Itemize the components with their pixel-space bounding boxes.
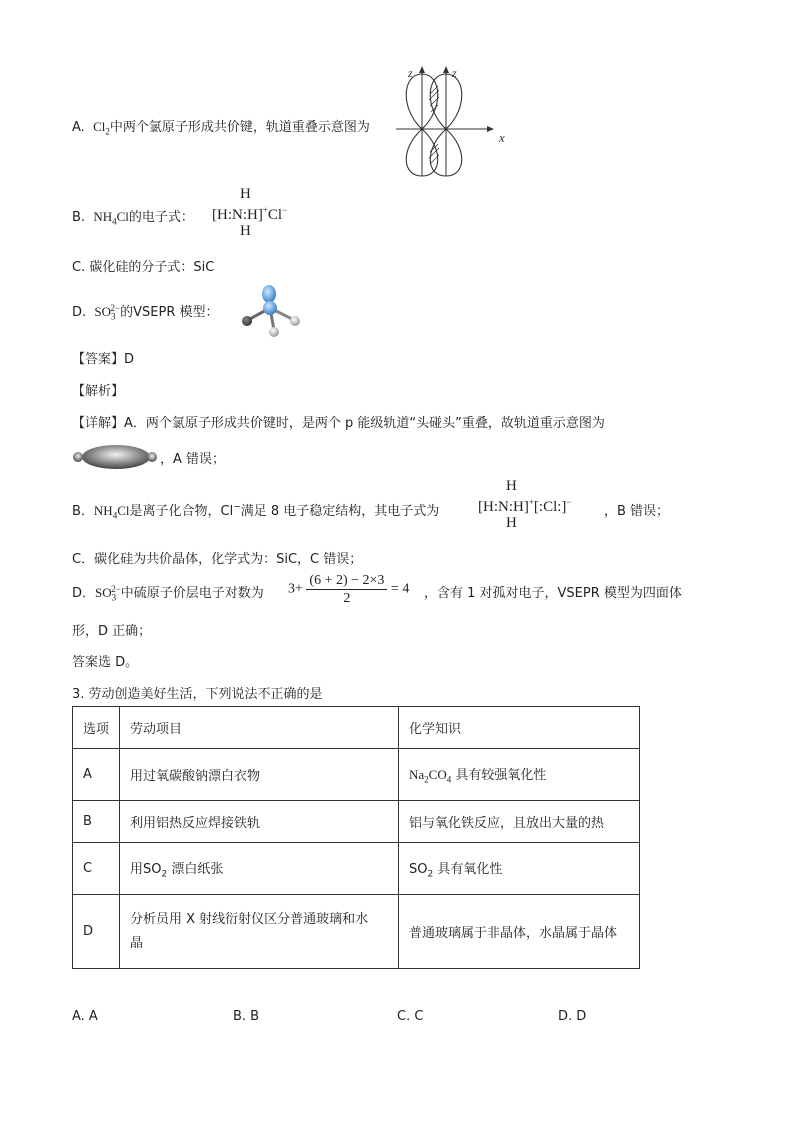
- valence-pair-expression: 3+ $\frac{(6 + 2) - 2\times 3}{2}$ = 4: [288, 573, 410, 606]
- detail-a-line1: 【详解】A．两个氯原子形成共价键时，是两个 p 能级轨道“头碰头”重叠，故轨道重示意图为: [72, 416, 605, 431]
- conclusion: 答案选 D。: [72, 655, 139, 670]
- nh4cl-formula: $NH_4Cl$: [93, 209, 129, 227]
- cl2-formula: $Cl_2$: [93, 119, 110, 137]
- option-d: D. $SO_3^{2-}$的VSEPR 模型：: [72, 302, 219, 322]
- q3-table: [72, 706, 640, 969]
- detail-d-line1-end: ，含有 1 对孤对电子，VSEPR 模型为四面体: [424, 586, 682, 601]
- detail-d-line2: 形，D 正确；: [72, 624, 152, 639]
- table-row: C 用$SO_2$ 漂白纸张 $SO_2$ 具有氧化性: [73, 843, 640, 895]
- detail-a-line2: ，A 错误；: [160, 452, 226, 467]
- table-row: A 用过氧碳酸钠漂白衣物 $Na_2CO_4$ 具有较强氧化性: [73, 749, 640, 801]
- detail-b: B．$NH_4Cl$是离子化合物，Cl−满足 8 电子稳定结构，其电子式为: [72, 502, 440, 521]
- choice-d[interactable]: D. D: [558, 1009, 587, 1024]
- choice-c[interactable]: C. C: [397, 1009, 424, 1024]
- option-b: B. $NH_4Cl$的电子式：: [72, 209, 194, 227]
- nh4cl-electron-formula: H [H:N:H]+Cl− H: [212, 186, 288, 239]
- table-row: D 分析员用 X 射线衍射仪区分普通玻璃和水 晶 普通玻璃属于非晶体，水晶属于晶体: [73, 895, 640, 969]
- detail-c: C．碳化硅为共价晶体，化学式为：SiC，C 错误；: [72, 552, 363, 567]
- so3-formula: $SO_3^{2-}$: [94, 302, 121, 322]
- answer-line: 【答案】D: [72, 352, 135, 367]
- table-header-row: 选项 劳动项目 化学知识: [73, 707, 640, 749]
- sigma-overlap-diagram: [72, 443, 160, 471]
- vsepr-ball-stick-model: [238, 282, 306, 342]
- table-row: B 利用铝热反应焊接铁轨 铝与氧化铁反应，且放出大量的热: [73, 801, 640, 843]
- choice-b[interactable]: B. B: [233, 1009, 260, 1024]
- nh4cl-electron-formula-full: H [H:N:H]+[:Cl:]− H: [478, 478, 572, 531]
- axis-z-label: z: [452, 66, 457, 80]
- option-c: C. 碳化硅的分子式：SiC: [72, 260, 215, 275]
- axis-x-label: x: [499, 130, 505, 145]
- q3-stem: 3. 劳动创造美好生活，下列说法不正确的是: [72, 687, 323, 702]
- option-a: A. $Cl_2$中两个氯原子形成共价键，轨道重叠示意图为: [72, 119, 370, 137]
- detail-d-line1: D．$SO_3^{2-}$中硫原子价层电子对数为: [72, 583, 264, 603]
- p-orbital-side-overlap-diagram: [396, 64, 518, 180]
- choice-a[interactable]: A. A: [72, 1009, 98, 1024]
- detail-b-end: ，B 错误；: [604, 504, 670, 519]
- analysis-tag: 【解析】: [72, 384, 125, 399]
- axis-z-label: z: [408, 66, 413, 80]
